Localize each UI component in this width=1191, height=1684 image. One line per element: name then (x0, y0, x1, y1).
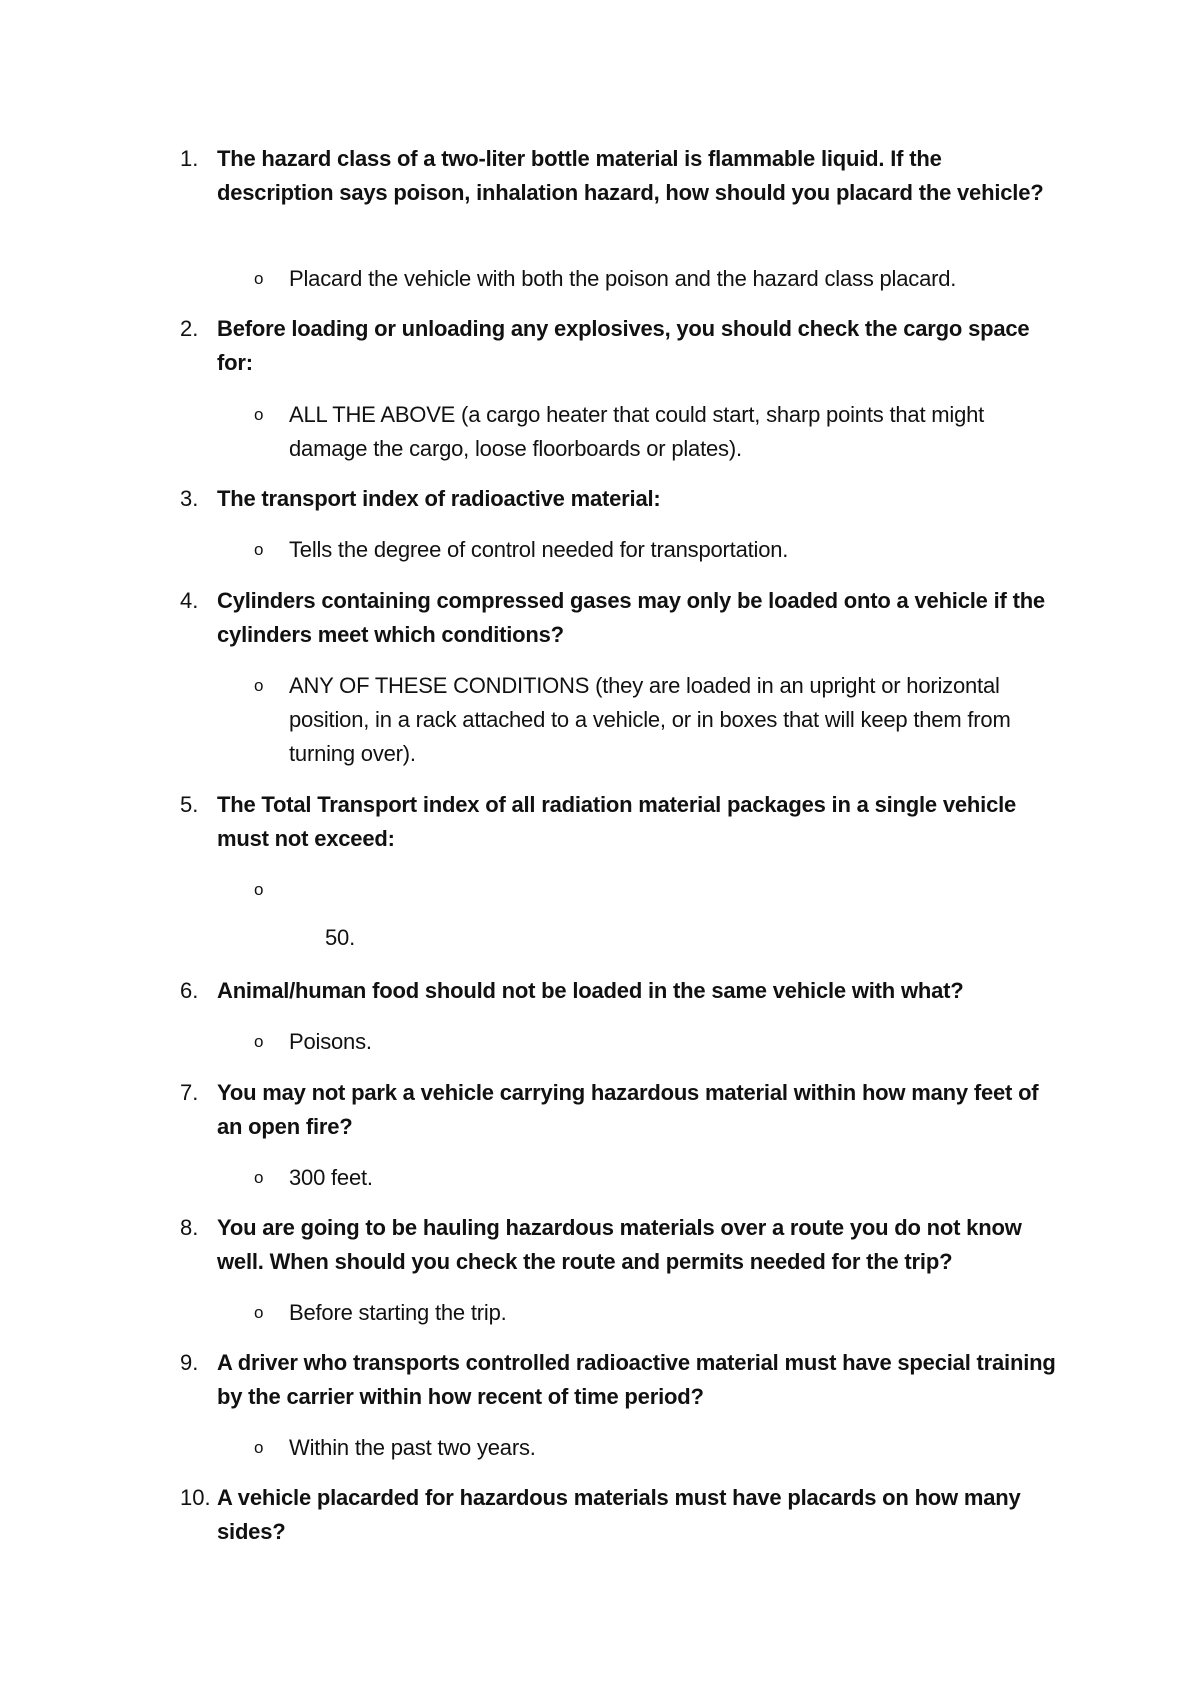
question-text: Animal/human food should not be loaded in the same vehicle with what? (217, 978, 964, 1003)
question-number: 2. (180, 316, 199, 341)
question-number: 6. (180, 978, 199, 1003)
question-number: 5. (180, 792, 199, 817)
question-number: 1. (180, 146, 199, 171)
question-number: 3. (180, 486, 199, 511)
question-text: The hazard class of a two-liter bottle material is flammable liquid. If the description says poison, inhalation hazard, how should you placard the vehicle? (217, 146, 1044, 205)
bullet-icon: o (254, 1438, 264, 1457)
question-number: 7. (180, 1080, 199, 1105)
bullet-icon: o (254, 880, 264, 899)
bullet-icon: o (254, 1303, 264, 1322)
answer-3 (254, 533, 1054, 567)
answer-9 (254, 1431, 1054, 1465)
question-2 (180, 312, 1060, 380)
answer-8 (254, 1296, 1054, 1330)
question-1 (180, 142, 1060, 210)
question-text: You are going to be hauling hazardous materials over a route you do not know well. When should you check the route and permits needed for the trip? (217, 1215, 1022, 1274)
answer-text: ALL THE ABOVE (a cargo heater that could start, sharp points that might damage the cargo, loose floorboards or plates). (289, 402, 985, 461)
answer-text: 50. (325, 925, 355, 950)
question-number: 8. (180, 1215, 199, 1240)
answer-4 (254, 669, 1054, 771)
bullet-icon: o (254, 1032, 264, 1051)
answer-1 (254, 262, 1054, 296)
answer-text: 300 feet. (289, 1165, 373, 1190)
question-text: A vehicle placarded for hazardous materials must have placards on how many sides? (217, 1485, 1021, 1544)
question-5 (180, 788, 1060, 856)
answer-text: Tells the degree of control needed for transportation. (289, 537, 789, 562)
question-text: You may not park a vehicle carrying hazardous material within how many feet of an open fire? (217, 1080, 1039, 1139)
answer-5 (254, 873, 1054, 955)
bullet-icon: o (254, 676, 264, 695)
answer-text: Poisons. (289, 1029, 372, 1054)
bullet-icon: o (254, 405, 264, 424)
bullet-icon: o (254, 269, 264, 288)
question-4 (180, 584, 1060, 652)
question-text: Cylinders containing compressed gases may only be loaded onto a vehicle if the cylinders meet which conditions? (217, 588, 1045, 647)
answer-6 (254, 1025, 1054, 1059)
answer-7 (254, 1161, 1054, 1195)
question-number: 10. (180, 1485, 211, 1510)
question-text: The transport index of radioactive material: (217, 486, 661, 511)
question-10 (180, 1481, 1060, 1549)
answer-text: ANY OF THESE CONDITIONS (they are loaded in an upright or horizontal position, in a rack attached to a vehicle, or in boxes that will keep them from turning over). (289, 673, 1011, 766)
bullet-icon: o (254, 1168, 264, 1187)
question-3 (180, 482, 1060, 516)
question-8 (180, 1211, 1060, 1279)
question-9 (180, 1346, 1060, 1414)
question-7 (180, 1076, 1060, 1144)
answer-text: Before starting the trip. (289, 1300, 507, 1325)
question-text: A driver who transports controlled radioactive material must have special training by the carrier within how recent of time period? (217, 1350, 1056, 1409)
question-6 (180, 974, 1060, 1008)
question-text: Before loading or unloading any explosives, you should check the cargo space for: (217, 316, 1030, 375)
question-text: The Total Transport index of all radiation material packages in a single vehicle must not exceed: (217, 792, 1017, 851)
answer-2 (254, 398, 1054, 466)
answer-text: Placard the vehicle with both the poison and the hazard class placard. (289, 266, 957, 291)
question-number: 9. (180, 1350, 199, 1375)
question-number: 4. (180, 588, 199, 613)
answer-text: Within the past two years. (289, 1435, 536, 1460)
bullet-icon: o (254, 540, 264, 559)
